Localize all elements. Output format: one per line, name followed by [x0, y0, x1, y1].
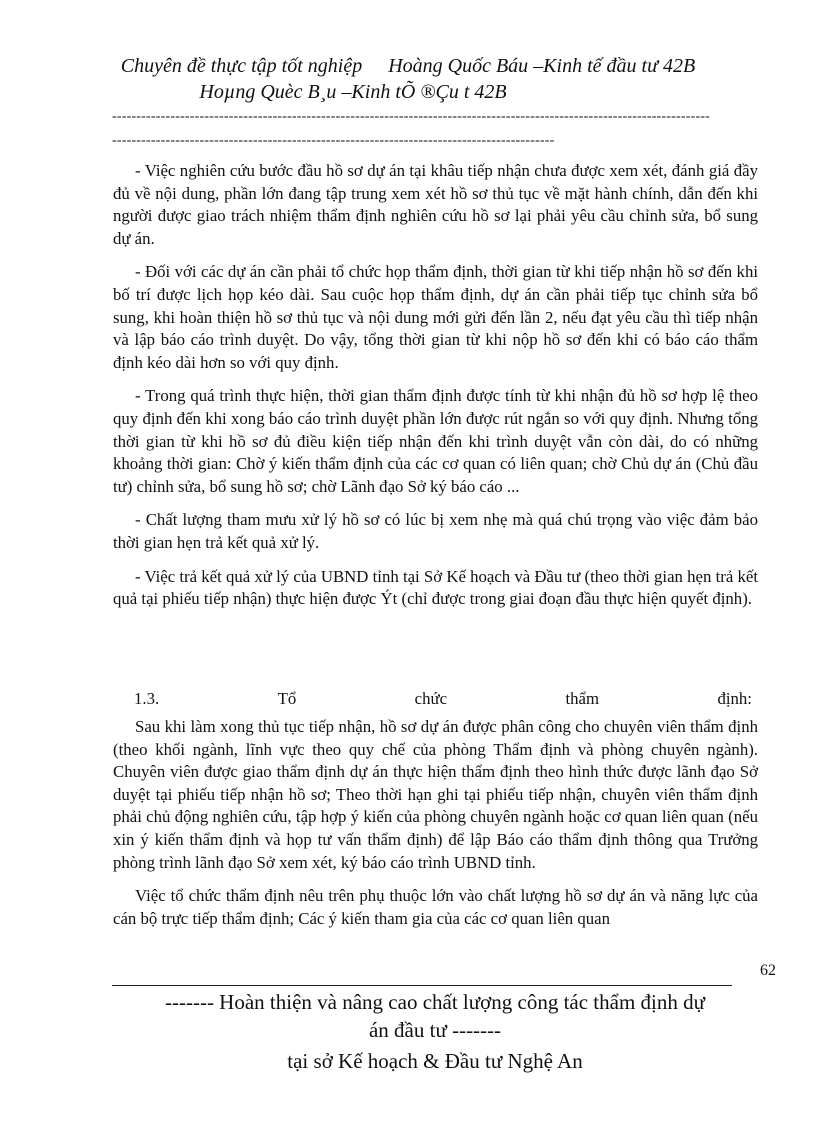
paragraph: Sau khi làm xong thủ tục tiếp nhận, hồ sơ dự án được phân công cho chuyên viên thẩm định (theo khối ngành, lĩnh vực theo quy chế của phòng Thẩm định và phòng chuyên ngành). Chuyên viên được giao thẩm định dự án thực hiện thẩm định theo hình thức được lãnh đạo Sở duyệt tại phiếu tiếp nhận hồ sơ; Theo thời hạn ghi tại phiếu tiếp nhận, chuyên viên thẩm định phải chủ động nghiên cứu, tập hợp ý kiến của phòng chuyên ngành hoặc cơ quan liên quan (nếu xin ý kiến thẩm định và họp tư vấn thẩm định) để lập Báo cáo thẩm định thông qua Trưởng phòng trình lãnh đạo Sở xem xét, ký báo cáo trình UBND tỉnh.	[113, 717, 758, 872]
paragraph: - Chất lượng tham mưu xử lý hồ sơ có lúc bị xem nhẹ mà quá chú trọng vào việc đảm bảo thời gian hẹn trả kết quả xử lý.	[113, 510, 758, 552]
body-text-top	[113, 160, 758, 622]
running-header	[0, 54, 816, 78]
footer-rule	[112, 985, 732, 986]
paragraph: Việc tổ chức thẩm định nêu trên phụ thuộc lớn vào chất lượng hồ sơ dự án và năng lực của cán bộ trực tiếp thẩm định; Các ý kiến tham gia của các cơ quan liên quan	[113, 886, 758, 928]
section-number: 1.3.	[134, 689, 160, 708]
page-number: 62	[760, 962, 776, 979]
section-word: thẩm	[565, 689, 600, 708]
body-text-bottom	[113, 716, 758, 941]
header-rule: ---------------------------------------------------------------------------------------------------------------------------	[112, 110, 711, 124]
paragraph: - Việc trả kết quả xử lý của UBND tỉnh tại Sở Kế hoạch và Đầu tư (theo thời gian hẹn trả kết quả tại phiếu tiếp nhận) thực hiện được Ýt (chỉ được trong giai đoạn đầu thực hiện quyết định).	[113, 566, 758, 609]
header-right: Hoàng Quốc Báu –Kinh tế đầu tư 42B	[388, 55, 696, 77]
paragraph: - Việc nghiên cứu bước đầu hồ sơ dự án tại khâu tiếp nhận chưa được xem xét, đánh giá đầy đủ về nội dung, phần lớn đang tập trung xem xét hồ sơ thủ tục về mặt hành chính, dẫn đến khi người được giao trách nhiệm thẩm định nghiên cứu hồ sơ lại phải yêu cầu chỉnh sửa, bổ sung dự án.	[113, 161, 758, 248]
paragraph: - Đối với các dự án cần phải tổ chức họp thẩm định, thời gian từ khi tiếp nhận hồ sơ đến khi bố trí được lịch họp kéo dài. Sau cuộc họp thẩm định, dự án cần phải tiếp tục chỉnh sửa bổ sung, khi hoàn thiện hồ sơ thủ tục và nội dung mới gửi đến lần 2, nếu đạt yêu cầu thì tiếp nhận và lập báo cáo trình duyệt. Do vậy, tổng thời gian từ khi nộp hồ sơ đến khi có báo cáo thẩm định kéo dài hơn so với quy định.	[113, 262, 758, 372]
footer-line-3: tại sở Kế hoạch & Đầu tư Nghệ An	[287, 1049, 583, 1073]
header-left: Chuyên đề thực tập tốt nghiệp	[120, 55, 363, 77]
section-word: chức	[414, 689, 448, 708]
section-word: Tổ	[277, 689, 297, 708]
section-word: định:	[717, 689, 752, 708]
paragraph: - Trong quá trình thực hiện, thời gian thẩm định được tính từ khi nhận đủ hồ sơ hợp lệ theo quy định đến khi xong báo cáo trình duyệt phần lớn được rút ngắn so với quy định. Nhưng tổng thời gian từ khi hồ sơ đủ điều kiện tiếp nhận đến khi trình duyệt vẫn còn dài, do có những khoảng thời gian: Chờ ý kiến thẩm định của các cơ quan có liên quan; chờ Chủ dự án (Chủ đầu tư) chỉnh sửa, bổ sung hồ sơ; chờ Lãnh đạo Sở ký báo cáo ...	[113, 386, 758, 496]
footer-line-2: án đầu tư -------	[368, 1018, 502, 1042]
running-header-garbled: Hoµng Quèc B¸u –Kinh tÕ ®Çu t 42B	[199, 81, 507, 103]
footer-line-1: ------- Hoàn thiện và nâng cao chất lượng công tác thẩm định dự	[164, 990, 705, 1014]
header-rule-short: -------------------------------------------------------------------------------------------	[112, 134, 555, 148]
section-heading	[134, 688, 752, 710]
